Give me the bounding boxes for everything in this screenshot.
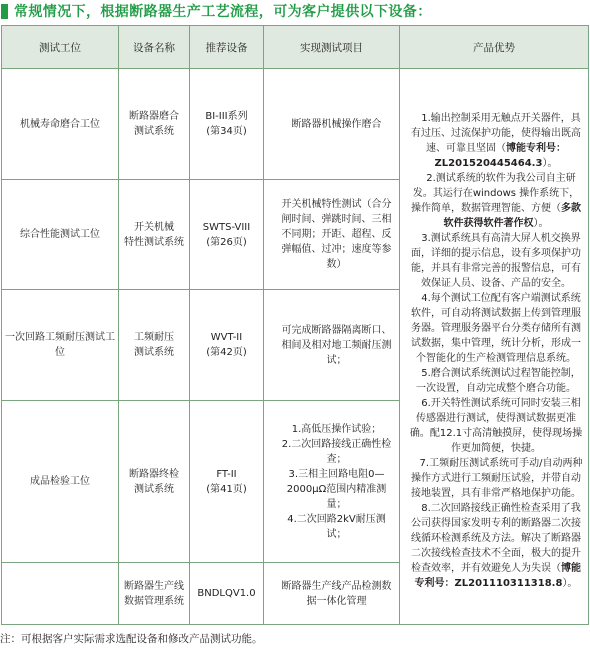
equipment-line: 测试系统 [134, 483, 174, 495]
header-advantages: 产品优势 [400, 26, 589, 69]
equipment-line: 断路器终检 [129, 468, 179, 480]
patent-number: 博能专利号：ZL201520445464.3 [434, 142, 566, 169]
page-title-text: 常规情况下，根据断路器生产工艺流程，可为客户提供以下设备： [14, 4, 432, 20]
station-cell: 机械寿命磨合工位 [2, 69, 119, 180]
equipment-cell [119, 290, 190, 401]
station-cell [2, 563, 119, 625]
model-cell [190, 401, 264, 563]
model-name: FT-II [216, 468, 237, 480]
page-title [0, 0, 590, 22]
advantage-item: 6.开关特性测试系统可同时安装三相传感器进行测试，使得测试数据更准确。配12.1寸高清触摸屏，使得现场操作更加简便，快捷。 [409, 397, 583, 454]
model-page: (第42页) [206, 347, 247, 358]
station-cell: 成品检验工位 [2, 401, 119, 563]
header-model: 推荐设备 [190, 26, 264, 69]
items-cell [264, 69, 400, 180]
items-cell [264, 563, 400, 625]
equipment-line: 断路器磨合 [129, 111, 179, 122]
item-line: 断路器机械操作磨合 [291, 118, 382, 130]
footnote: 注：可根据客户实际需求选配设备和修改产品测试功能。 [0, 633, 263, 645]
item-line: 3.三相主回路电阻0—2000μΩ范围内精准测量； [286, 468, 387, 510]
item-line: 开关机械特性测试（合分闸时间、弹跳时间、三相不同期；开距、超程、反弹幅值、过冲；速度等参数） [281, 199, 392, 270]
equipment-line: 特性测试系统 [124, 236, 184, 248]
equipment-cell [119, 69, 190, 180]
item-line: 1.高低压操作试验； [291, 423, 382, 435]
equipment-table [1, 25, 589, 625]
model-cell [190, 563, 264, 625]
equipment-cell [119, 180, 190, 290]
equipment-line: 工频耐压 [134, 332, 174, 343]
equipment-line: 测试系统 [134, 347, 174, 358]
model-cell [190, 69, 264, 180]
advantages-cell [400, 69, 589, 625]
model-page: (第41页) [206, 483, 247, 495]
model-name: BNDLQV1.0 [197, 588, 256, 599]
copyright-note: 多款软件获得软件著作权 [443, 202, 581, 229]
model-cell [190, 180, 264, 290]
advantage-item: 3.测试系统具有高清大屏人机交换界面，详细的提示信息，设有多项保护功能，并具有非常完善的报警信息，可有效保证人员、设备、产品的安全。 [411, 232, 581, 289]
model-cell [190, 290, 264, 401]
model-name: SWTS-VIII [202, 221, 251, 233]
model-page: (第34页) [206, 126, 247, 137]
advantage-item: 2.测试系统的软件为我公司自主研发。其运行在windows 操作系统下，操作简单，数据管理智能、方便（多款软件获得软件著作权）。 [411, 172, 581, 229]
advantage-item: 4.每个测试工位配有客户端测试系统软件，可自动将测试数据上传到管理服务器。管理服务器平台分类存储所有测试数据，集中管理，统计分析，形成一个智能化的生产检测管理信息系统。 [411, 292, 581, 364]
items-cell [264, 290, 400, 401]
advantage-item: 8.二次回路接线正确性检查采用了我公司获得国家发明专利的断路器二次接线循环检测系统及方法。解决了断路器二次接线检查技术不全面，极大的提升检查效率，并有效避免人为失误（博能专利号：ZL201110311318.8）。 [411, 502, 581, 589]
items-cell [264, 180, 400, 290]
advantage-item: 7.工频耐压测试系统可手动/自动两种操作方式进行工频耐压试验，并带自动接地装置，具有非常严格地保护功能。 [411, 457, 583, 499]
model-name: WVT-II [210, 332, 243, 343]
equipment-line: 开关机械 [134, 221, 174, 233]
advantage-item: 1.输出控制采用无触点开关器件，具有过压、过流保护功能，使得输出既高速、可靠且坚固（博能专利号：ZL201520445464.3）。 [411, 112, 581, 169]
table-header-row [2, 26, 589, 69]
item-line: 2.二次回路接线正确性检查； [281, 438, 392, 465]
item-line: 断路器生产线产品检测数据一体化管理 [281, 580, 392, 607]
title-marker [1, 4, 8, 19]
equipment-line: 测试系统 [134, 126, 174, 137]
items-cell [264, 401, 400, 563]
advantage-item: 5.磨合测试系统测试过程智能控制，一次设置，自动完成整个磨合功能。 [416, 367, 581, 394]
table-row [2, 69, 589, 180]
station-cell: 一次回路工频耐压测试工位 [2, 290, 119, 401]
equipment-line: 数据管理系统 [124, 595, 184, 607]
station-cell: 综合性能测试工位 [2, 180, 119, 290]
model-name: BI-III系列 [205, 111, 248, 122]
equipment-line: 断路器生产线 [124, 580, 184, 592]
item-line: 4.二次回路2kV耐压测试； [287, 513, 386, 540]
item-line: 可完成断路器隔离断口、相间及相对地工频耐压测试； [281, 324, 392, 366]
header-items: 实现测试项目 [264, 26, 400, 69]
equipment-cell [119, 401, 190, 563]
model-page: (第26页) [206, 236, 247, 248]
header-station: 测试工位 [2, 26, 119, 69]
equipment-cell [119, 563, 190, 625]
patent-number: 博能专利号：ZL201110311318.8 [414, 562, 581, 589]
header-equipment: 设备名称 [119, 26, 190, 69]
